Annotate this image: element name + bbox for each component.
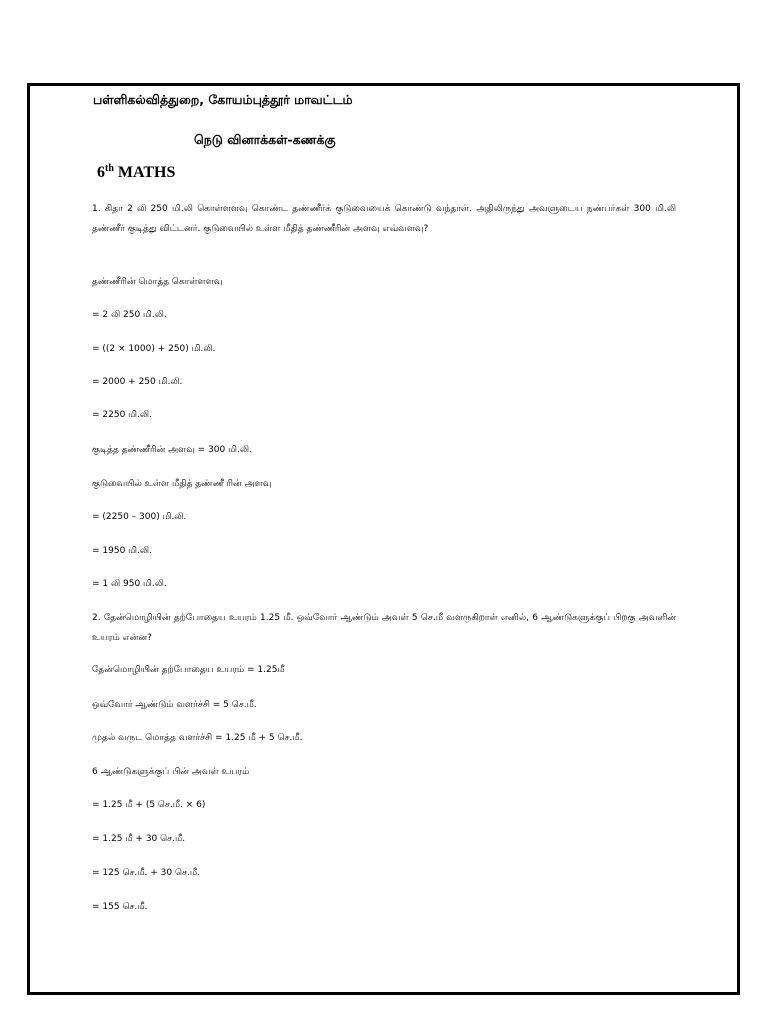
grade-suffix: th [105,163,114,174]
q1-step: தண்ணீரின் மொத்த கொள்ளளவு [92,277,223,287]
q2-step: = 125 செ.மீ. + 30 செ.மீ. [92,868,200,878]
question-1-text: 1. கிதா 2 லி 250 மி.லி கொள்ளளவு கொண்ட தண்ணீர்க் குடுவையைக் கொண்டு வந்தாள். அதிலிருந்து அவளுடைய நண்பர்கள் 300 மி.லி தண்ணீர் குடித்து விட்டனர். குடுவையில் உள்ள மீதித் தண்ணீரின் அளவு எவ்வளவு? [92,204,676,234]
q1-step: = ((2 × 1000) + 250) மி.லி. [92,344,216,354]
q1-step: குடித்த தண்ணீரின் அளவு = 300 மி.லி. [92,445,252,455]
q1-step: = 2000 + 250 மி.லி. [92,377,183,387]
q1-step: = 2 லி 250 மி.லி. [92,310,167,320]
q1-step: = 1 லி 950 மி.லி. [92,579,167,589]
grade-label: MATHS [113,164,176,181]
document-subtitle: நெடு வினாக்கள்-கணக்கு [194,132,336,147]
grade-number: 6 [97,164,105,181]
q2-step: = 155 செ.மீ. [92,902,148,912]
grade-title [97,163,175,182]
department-heading: பள்ளிகல்வித்துறை, கோயம்புத்தூர் மாவட்டம் [93,92,353,107]
q1-step: = (2250 – 300) மி.லி. [92,512,187,522]
q2-step: = 1.25 மீ + (5 செ.மீ. × 6) [92,800,206,810]
q1-step: குடுவையில் உள்ள மீதித் தண்ணீ ரின் அளவு [92,479,272,489]
q2-step: 6 ஆண்டுகளுக்குப் பின் அவள் உயரம் [92,767,250,777]
q1-step: = 2250 மி.லி. [92,410,152,420]
question-2-text: 2. தேன்மொழியின் தற்போதைய உயரம் 1.25 மீ. ஒவ்வோர் ஆண்டும் அவள் 5 செ.மீ வளருகிறாள் எனில், 6 ஆண்டுகளுக்குப் பிறகு அவளின் உயரம் என்ன? [92,613,676,643]
q2-step: தேன்மொழியின் தற்போதைய உயரம் = 1.25மீ [92,665,285,675]
q1-step: = 1950 மி.லி. [92,546,152,556]
q2-step: = 1.25 மீ + 30 செ.மீ. [92,834,186,844]
q2-step: முதல் வருட மொத்த வளர்ச்சி = 1.25 மீ + 5 செ.மீ. [92,733,303,743]
q2-step: ஒவ்வோர் ஆண்டும் வளர்ச்சி = 5 செ.மீ. [92,700,257,710]
